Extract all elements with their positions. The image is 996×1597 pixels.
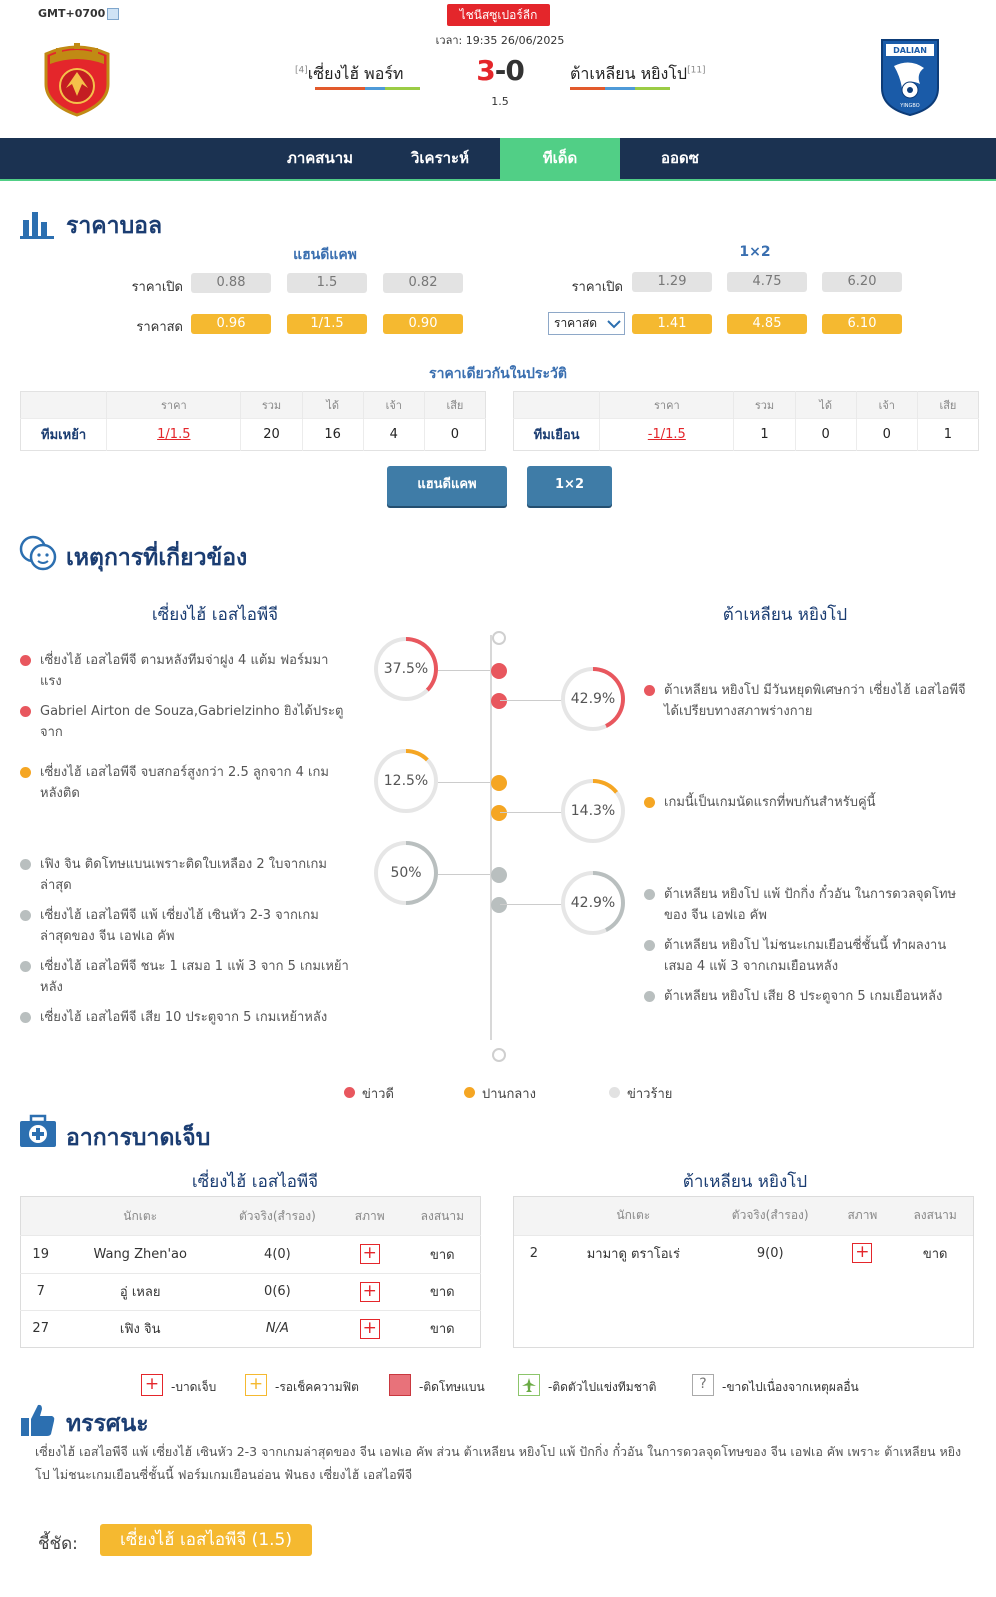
col-status: สภาพ bbox=[828, 1197, 898, 1235]
hcp-open-label: ราคาเปิด bbox=[131, 280, 183, 295]
good-dot bbox=[20, 706, 31, 717]
event-away-good-1: ต้าเหลียน หยิงโป มีวันหยุดพิเศษกว่า เซี่ยงไฮ้ เอสไอพีจี ได้เปรียบทางสภาพร่างกาย bbox=[664, 683, 966, 719]
handicap-button[interactable]: แฮนดีแคพ bbox=[387, 466, 507, 506]
bad-dot bbox=[20, 1012, 31, 1023]
x12-live-away: 6.10 bbox=[822, 314, 902, 334]
plane-icon bbox=[518, 1374, 540, 1396]
hcp-live-label: ราคาสด bbox=[136, 320, 183, 335]
bad-dot bbox=[644, 889, 655, 900]
injury-plus-icon: + bbox=[360, 1319, 380, 1339]
tab-analysis[interactable]: วิเคราะห์ bbox=[410, 149, 469, 167]
pct-away-bad: 42.9% bbox=[565, 875, 621, 931]
cell-play: ขาด bbox=[405, 1236, 481, 1273]
x12-button[interactable]: 1×2 bbox=[527, 466, 612, 506]
cell-push: 4 bbox=[363, 419, 424, 451]
col-team bbox=[21, 392, 107, 419]
bad-dot bbox=[644, 991, 655, 1002]
hcp-open-line: 1.5 bbox=[287, 273, 367, 293]
cell-number: 19 bbox=[21, 1236, 61, 1273]
away-color-bar-2 bbox=[605, 87, 635, 90]
col-loss: เสีย bbox=[424, 392, 485, 419]
x12-open-draw: 4.75 bbox=[727, 272, 807, 292]
timeline-dot-mid bbox=[491, 805, 507, 821]
events-home-team: เซี่ยงไฮ้ เอสไอพีจี bbox=[151, 605, 279, 625]
cell-player[interactable]: มามาดู ตราโอเร่ bbox=[554, 1235, 713, 1271]
cell-play: ขาด bbox=[405, 1310, 481, 1347]
chevron-down-icon bbox=[607, 319, 621, 329]
odds-type-select[interactable]: ราคาสด bbox=[548, 312, 625, 335]
injured-icon: + bbox=[141, 1374, 163, 1396]
event-away-mid-1: เกมนี้เป็นเกมนัดแรกที่พบกันสำหรับคู่นี้ bbox=[664, 795, 876, 810]
legend-good-dot bbox=[344, 1087, 355, 1098]
connector bbox=[500, 812, 565, 813]
mid-dot bbox=[644, 797, 655, 808]
bad-dot bbox=[20, 859, 31, 870]
legend-injured: -บาดเจ็บ bbox=[171, 1380, 217, 1394]
suspended-icon bbox=[389, 1374, 411, 1396]
col-loss: เสีย bbox=[917, 392, 978, 419]
cell-total: 1 bbox=[734, 419, 795, 451]
away-logo-sub: YINGBO bbox=[900, 103, 920, 109]
col-apps: ตัวจริง(สำรอง) bbox=[713, 1197, 828, 1235]
cell-apps: 0(6) bbox=[220, 1273, 335, 1310]
odds-title: ราคาบอล bbox=[66, 213, 163, 239]
legend-other: -ขาดไปเนื่องจากเหตุผลอื่น bbox=[722, 1380, 859, 1394]
col-push: เจ้า bbox=[856, 392, 917, 419]
legend-suspended: -ติดโทษแบน bbox=[419, 1380, 485, 1394]
legend-mid-dot bbox=[464, 1087, 475, 1098]
connector bbox=[438, 670, 490, 671]
connector bbox=[438, 874, 490, 875]
fitness-check-icon: + bbox=[245, 1374, 267, 1396]
injury-title: อาการบาดเจ็บ bbox=[66, 1125, 211, 1151]
opinion-title: ทรรศนะ bbox=[66, 1411, 149, 1437]
thumbs-up-icon bbox=[20, 1402, 56, 1442]
cell-win: 0 bbox=[795, 419, 856, 451]
away-team-logo[interactable] bbox=[880, 38, 940, 116]
col-player: นักเตะ bbox=[60, 1197, 220, 1236]
bad-dot bbox=[644, 940, 655, 951]
cell-number: 27 bbox=[21, 1310, 61, 1347]
first-aid-icon bbox=[20, 1116, 56, 1152]
event-away-bad-1: ต้าเหลียน หยิงโป แพ้ ปักกิ่ง กั๋วอัน ในการดวลจุดโทษของ จีน เอฟเอ คัพ bbox=[664, 887, 957, 923]
cell-loss: 0 bbox=[424, 419, 485, 451]
cell-player[interactable]: Wang Zhen'ao bbox=[60, 1236, 220, 1273]
cell-loss: 1 bbox=[917, 419, 978, 451]
cell-team: ทีมเหย้า bbox=[21, 419, 107, 451]
timeline-end bbox=[492, 1048, 506, 1062]
handicap-title: แฮนดีแคพ bbox=[293, 247, 357, 263]
question-icon: ? bbox=[692, 1374, 714, 1396]
cell-apps: 4(0) bbox=[220, 1236, 335, 1273]
event-home-mid-1: เซี่ยงไฮ้ เอสไอพีจี จบสกอร์สูงกว่า 2.5 ลูกจาก 4 เกมหลังติด bbox=[40, 765, 329, 801]
pct-home-bad: 50% bbox=[378, 845, 434, 901]
cell-player[interactable]: เฟิง จิน bbox=[60, 1310, 220, 1347]
pct-ring-home-mid bbox=[374, 749, 438, 813]
events-title: เหตุการที่เกี่ยวข้อง bbox=[66, 545, 248, 571]
cell-play: ขาด bbox=[405, 1273, 481, 1310]
opinion-text: เซี่ยงไฮ้ เอสไอพีจี แพ้ เซี่ยงไฮ้ เซินหัว 2-3 จากเกมล่าสุดของ จีน เอฟเอ คัพ ส่วน ต้าเหลียน หยิงโป แพ้ ปักกิ่ง กั๋วอัน ในการดวลจุดโทษของ จีน เอฟเอ คัพ เพราะ ต้าเหลียน หยิงโป ไม่ชนะเกมเยือนซี่ชั้นนี้ ฟอร์มเกมเยือนอ่อน ฟันธง เซี่ยงไฮ้ เอสไอพีจี bbox=[35, 1444, 962, 1482]
timeline-dot-mid bbox=[491, 775, 507, 791]
x12-open-away: 6.20 bbox=[822, 272, 902, 292]
col-player: นักเตะ bbox=[554, 1197, 713, 1235]
injury-table-away-wrap bbox=[513, 1196, 974, 1348]
history-table-away bbox=[513, 391, 979, 451]
x12-title: 1×2 bbox=[739, 244, 771, 260]
injury-plus-icon: + bbox=[360, 1282, 380, 1302]
pct-ring-away-mid bbox=[561, 779, 625, 843]
away-color-bar-3 bbox=[635, 87, 670, 90]
legend-good: ข่าวดี bbox=[362, 1087, 394, 1102]
cell-number: 2 bbox=[514, 1235, 554, 1271]
timeline-dot-good bbox=[491, 663, 507, 679]
col-win: ได้ bbox=[302, 392, 363, 419]
cell-number: 7 bbox=[21, 1273, 61, 1310]
col-play: ลงสนาม bbox=[405, 1197, 481, 1236]
injury-plus-icon: + bbox=[852, 1243, 872, 1263]
pct-away-mid: 14.3% bbox=[565, 783, 621, 839]
injury-home-team: เซี่ยงไฮ้ เอสไอพีจี bbox=[191, 1172, 319, 1192]
bar-chart-icon bbox=[20, 208, 56, 244]
cell-win: 16 bbox=[302, 419, 363, 451]
pct-home-mid: 12.5% bbox=[378, 753, 434, 809]
event-home-good-1: เซี่ยงไฮ้ เอสไอพีจี ตามหลังทีมจ่าฝูง 4 แต้ม ฟอร์มมาแรง bbox=[40, 653, 329, 689]
pct-ring-away-good bbox=[561, 667, 625, 731]
history-title: ราคาเดียวกันในประวัติ bbox=[429, 366, 567, 382]
match-handicap: 1.5 bbox=[491, 95, 509, 108]
event-home-bad-2: เซี่ยงไฮ้ เอสไอพีจี แพ้ เซี่ยงไฮ้ เซินหัว 2-3 จากเกมล่าสุดของ จีน เอฟเอ คัพ bbox=[40, 908, 319, 944]
main-nav bbox=[0, 138, 996, 179]
timeline-dot-good bbox=[491, 693, 507, 709]
col-price: ราคา bbox=[107, 392, 241, 419]
match-time: เวลา: 19:35 26/06/2025 bbox=[435, 34, 565, 47]
hcp-live-away: 0.90 bbox=[383, 314, 463, 334]
home-team-logo[interactable] bbox=[42, 40, 112, 116]
cell-total: 20 bbox=[241, 419, 302, 451]
x12-live-draw: 4.85 bbox=[727, 314, 807, 334]
legend-bad-dot bbox=[609, 1087, 620, 1098]
col-status: สภาพ bbox=[335, 1197, 405, 1236]
good-dot bbox=[644, 685, 655, 696]
bad-dot bbox=[20, 910, 31, 921]
mid-dot bbox=[20, 767, 31, 778]
timeline-dot-bad bbox=[491, 897, 507, 913]
legend-fitness: -รอเช็คความฟิต bbox=[275, 1380, 359, 1394]
col-price: ราคา bbox=[600, 392, 734, 419]
pick-badge: เซี่ยงไฮ้ เอสไอพีจี (1.5) bbox=[100, 1524, 312, 1556]
league-badge[interactable]: ไชนีสซูเปอร์ลีก bbox=[447, 4, 550, 26]
col-apps: ตัวจริง(สำรอง) bbox=[220, 1197, 335, 1236]
cell-team: ทีมเยือน bbox=[514, 419, 600, 451]
col-total: รวม bbox=[734, 392, 795, 419]
table-row bbox=[21, 1273, 481, 1310]
nav-underline bbox=[0, 179, 996, 181]
table-row bbox=[21, 1310, 481, 1347]
x12-live-home: 1.41 bbox=[632, 314, 712, 334]
hcp-live-home: 0.96 bbox=[191, 314, 271, 334]
cell-push: 0 bbox=[856, 419, 917, 451]
table-row bbox=[21, 419, 486, 451]
col-win: ได้ bbox=[795, 392, 856, 419]
hcp-open-away: 0.82 bbox=[383, 273, 463, 293]
x12-open-home: 1.29 bbox=[632, 272, 712, 292]
home-color-bar-3 bbox=[385, 87, 420, 90]
good-dot bbox=[20, 655, 31, 666]
event-home-bad-1: เฟิง จิน ติดโทษแบนเพราะติดใบเหลือง 2 ใบจากเกมล่าสุด bbox=[40, 857, 327, 893]
table-row bbox=[514, 1235, 973, 1271]
pct-away-good: 42.9% bbox=[565, 671, 621, 727]
connector bbox=[500, 700, 565, 701]
event-home-bad-4: เซี่ยงไฮ้ เอสไอพีจี เสีย 10 ประตูจาก 5 เกมเหย้าหลัง bbox=[40, 1010, 328, 1025]
smiley-icon bbox=[19, 535, 57, 575]
away-logo-text: DALIAN bbox=[893, 46, 927, 55]
cell-apps: 9(0) bbox=[713, 1235, 828, 1271]
event-away-bad-3: ต้าเหลียน หยิงโป เสีย 8 ประตูจาก 5 เกมเยือนหลัง bbox=[664, 989, 943, 1004]
x12-open-label: ราคาเปิด bbox=[571, 280, 623, 295]
away-team-name[interactable]: ต้าเหลียน หยิงโป[11] bbox=[570, 64, 706, 83]
timeline-dot-bad bbox=[491, 867, 507, 883]
col-team bbox=[514, 392, 600, 419]
calendar-icon bbox=[107, 8, 119, 20]
hcp-live-line: 1/1.5 bbox=[287, 314, 367, 334]
legend-bad: ข่าวร้าย bbox=[627, 1087, 673, 1102]
event-home-bad-3: เซี่ยงไฮ้ เอสไอพีจี ชนะ 1 เสมอ 1 แพ้ 3 จาก 5 เกมเหย้าหลัง bbox=[40, 959, 349, 995]
history-table-home bbox=[20, 391, 486, 451]
connector bbox=[438, 782, 490, 783]
pct-ring-away-bad bbox=[561, 871, 625, 935]
cell-play: ขาด bbox=[897, 1235, 973, 1271]
injury-table-away bbox=[514, 1197, 973, 1271]
cell-apps: N/A bbox=[220, 1310, 335, 1347]
table-row bbox=[514, 419, 979, 451]
home-color-bar-1 bbox=[315, 87, 365, 90]
cell-price-link[interactable]: 1/1.5 bbox=[107, 419, 241, 451]
event-home-good-2: Gabriel Airton de Souza,Gabrielzinho ยิงได้ประตูจาก bbox=[40, 704, 344, 740]
tab-odds[interactable]: ออดซ bbox=[661, 149, 699, 167]
bad-dot bbox=[20, 961, 31, 972]
hcp-open-home: 0.88 bbox=[191, 273, 271, 293]
injury-table-home bbox=[20, 1196, 481, 1348]
home-team-name[interactable]: [4]เซี่ยงไฮ้ พอร์ท bbox=[295, 64, 404, 83]
table-row bbox=[21, 1236, 481, 1273]
pick-label: ชี้ชัด: bbox=[38, 1534, 78, 1554]
events-away-team: ต้าเหลียน หยิงโป bbox=[722, 605, 848, 625]
col-push: เจ้า bbox=[363, 392, 424, 419]
cell-player[interactable]: อู่ เหลย bbox=[60, 1273, 220, 1310]
legend-mid: ปานกลาง bbox=[482, 1087, 536, 1102]
pct-ring-home-good bbox=[374, 637, 438, 701]
connector bbox=[500, 904, 565, 905]
timeline-start bbox=[492, 631, 506, 645]
match-score: 3-0 bbox=[476, 54, 524, 87]
away-color-bar-1 bbox=[570, 87, 605, 90]
injury-plus-icon: + bbox=[360, 1244, 380, 1264]
pct-ring-home-bad bbox=[374, 841, 438, 905]
legend-national: -ติดตัวไปแข่งทีมชาติ bbox=[548, 1380, 657, 1394]
cell-price-link[interactable]: -1/1.5 bbox=[600, 419, 734, 451]
tab-field[interactable]: ภาคสนาม bbox=[286, 149, 354, 167]
injury-away-team: ต้าเหลียน หยิงโป bbox=[682, 1172, 808, 1192]
event-away-bad-2: ต้าเหลียน หยิงโป ไม่ชนะเกมเยือนซี่ชั้นนี้ ทำผลงานเสมอ 4 แพ้ 3 จากเกมเยือนหลัง bbox=[664, 938, 947, 974]
tab-tips[interactable]: ทีเด็ด bbox=[500, 138, 620, 179]
col-play: ลงสนาม bbox=[897, 1197, 973, 1235]
col-total: รวม bbox=[241, 392, 302, 419]
pct-home-good: 37.5% bbox=[378, 641, 434, 697]
home-color-bar-2 bbox=[365, 87, 385, 90]
timezone-label[interactable]: GMT+0700 bbox=[38, 7, 119, 20]
